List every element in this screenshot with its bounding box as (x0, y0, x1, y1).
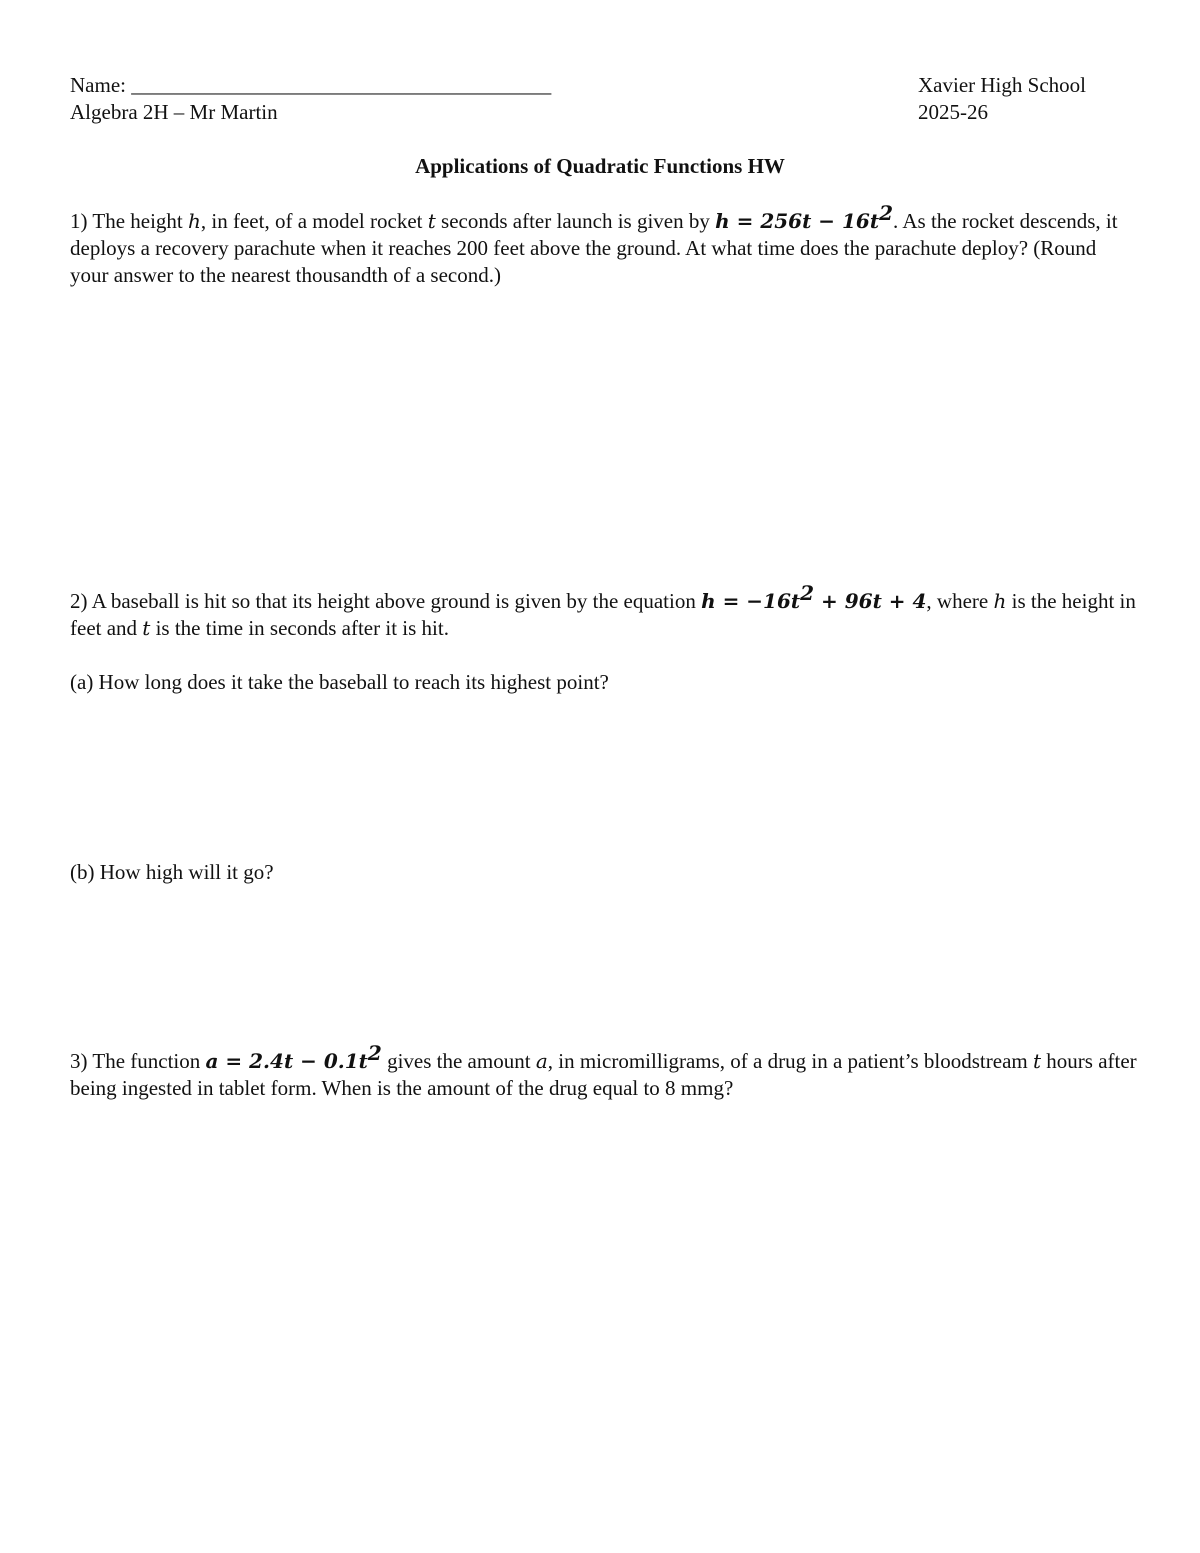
course-label: Algebra 2H – Mr Martin (70, 100, 278, 124)
q2-var-h: h (993, 589, 1007, 613)
q1-text-4: . As the rocket descends, it deploys a recovery parachute when it reaches 200 feet above the ground. At what time does the parachute deploy? (Round your answer to the nearest thousandth of a second.) (70, 209, 1118, 287)
question-2b: (b) How high will it go? (70, 860, 274, 884)
q2-equation-part-1: h = −16t (701, 589, 801, 613)
question-2a: (a) How long does it take the baseball to reach its highest point? (70, 670, 609, 694)
q3-var-t: t (1033, 1049, 1042, 1073)
year-label: 2025-26 (918, 100, 988, 124)
q1-text-2: , in feet, of a model rocket (200, 209, 428, 233)
q3-equation-exponent: 2 (367, 1041, 382, 1065)
question-2 (70, 581, 1140, 642)
question-3 (70, 1041, 1140, 1102)
q1-text-1: 1) The height (70, 209, 189, 233)
q3-var-a: a (535, 1049, 548, 1073)
header-left (70, 72, 551, 126)
q3-equation: a = 2.4t − 0.1t (205, 1049, 368, 1073)
q2-text-4: is the time in seconds after it is hit. (150, 616, 449, 640)
q3-text-1: 3) The function (70, 1049, 206, 1073)
q1-text-3: seconds after launch is given by (435, 209, 716, 233)
q2-var-t: t (142, 616, 151, 640)
q3-text-2: gives the amount (381, 1049, 536, 1073)
q2-equation-exponent: 2 (800, 581, 815, 605)
q3-text-4: hours after being ingested in tablet form. When is the amount of the drug equal to 8 mmg? (70, 1049, 1137, 1100)
q1-var-h: h (188, 209, 201, 233)
q2-text-3: is the height in feet and (70, 589, 1136, 640)
question-1 (70, 201, 1140, 289)
q1-equation-exponent: 2 (879, 201, 894, 225)
q1-equation: h = 256t − 16t (715, 209, 880, 233)
q2-text-2: , where (926, 589, 994, 613)
q3-text-3: , in micromilligrams, of a drug in a patient’s bloodstream (547, 1049, 1033, 1073)
q2-equation-part-2: + 96t + 4 (814, 589, 927, 613)
school-label: Xavier High School (918, 73, 1086, 97)
page-title: Applications of Quadratic Functions HW (415, 154, 785, 178)
q1-var-t: t (427, 209, 436, 233)
name-field-label: Name: ________________________________________ (70, 73, 552, 97)
header-right (918, 72, 1086, 126)
q2-text-1: 2) A baseball is hit so that its height above ground is given by the equation (70, 589, 702, 613)
